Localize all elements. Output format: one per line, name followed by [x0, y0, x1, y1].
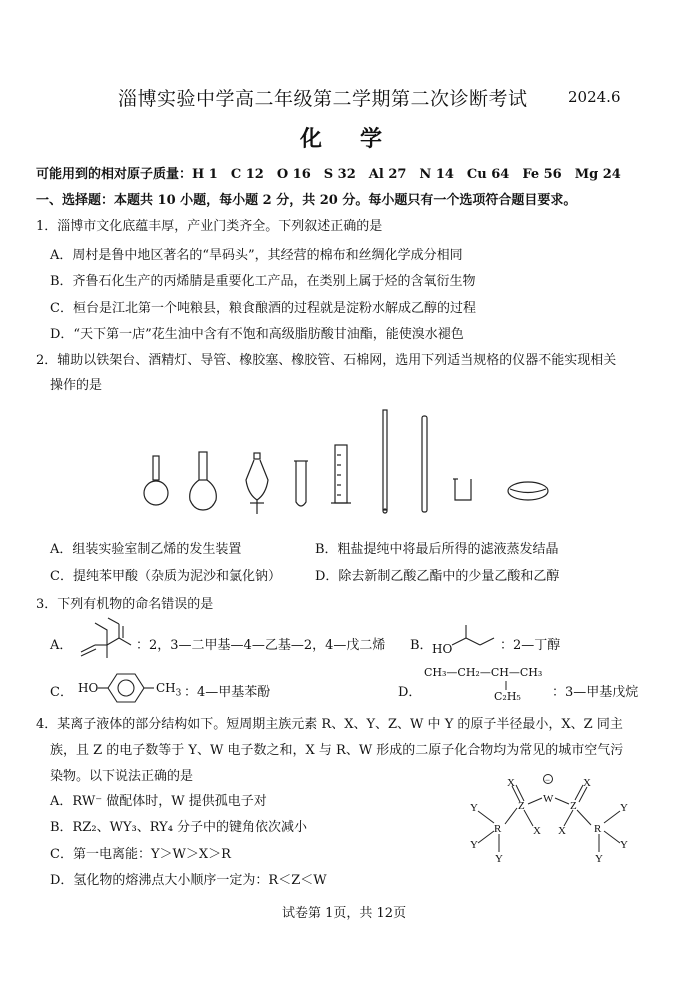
struct-y-4: Y: [620, 802, 628, 814]
q3-c-methyl-ch: CH: [156, 681, 176, 695]
q3-stem: 3．下列有机物的命名错误的是: [36, 597, 214, 612]
q3-option-b-name: ：2—丁醇: [500, 638, 561, 653]
q4-option-b: B．RZ₂、WY₃、RY₄ 分子中的键角依次减小: [50, 820, 308, 835]
q2-stem-line2: 操作的是: [50, 378, 103, 393]
q2-stem-line1: 2．辅助以铁架台、酒精灯、导管、橡胶塞、橡胶管、石棉网，选用下列适当规格的仪器不能实现相关: [36, 353, 617, 368]
q4-option-c: C．第一电离能：Y＞W＞X＞R: [50, 847, 231, 862]
q2-option-c: C．提纯苯甲酸（杂质为泥沙和氯化钠）: [50, 569, 281, 584]
subject-title: 化学: [300, 126, 421, 152]
q4-stem-line1: 4．某离子液体的部分结构如下。短周期主族元素 R、X、Y、Z、W 中 Y 的原子半径最小，X、Z 同主: [36, 717, 623, 732]
q3-c-methyl-sub: 3: [175, 688, 182, 699]
section-heading: 一、选择题：本题共 10 小题，每小题 2 分，共 20 分。每小题只有一个选项符合题目要求。: [36, 193, 577, 208]
struct-y-2: Y: [470, 839, 478, 851]
exam-title: 淄博实验中学高二年级第二学期第二次诊断考试: [118, 88, 528, 110]
struct-x-3: X: [583, 777, 591, 789]
q4-stem-line2: 族，且 Z 的电子数等于 Y、W 电子数之和，X 与 R、W 形成的二原子化合物均为常见的城市空气污: [50, 743, 624, 758]
q2-option-a: A．组装实验室制乙烯的发生装置: [50, 542, 242, 557]
q3-option-d-label: D．: [398, 685, 422, 700]
q1-option-c: C．桓台是江北第一个吨粮县，粮食酿酒的过程就是淀粉水解成乙醇的过程: [50, 301, 476, 316]
q2-option-d: D．除去新制乙酸乙酯中的少量乙酸和乙醇: [315, 569, 560, 584]
struct-y-6: Y: [595, 853, 603, 865]
q4-stem-line3: 染物。以下说法正确的是: [50, 769, 194, 784]
q2-option-b: B．粗盐提纯中将最后所得的滤液蒸发结晶: [315, 542, 559, 557]
q3-d-branch: C₂H₅: [494, 690, 521, 703]
exam-date: 2024.6: [568, 88, 621, 106]
q1-option-a: A．周村是鲁中地区著名的“旱码头”，其经营的棉布和丝绸化学成分相同: [50, 248, 463, 263]
struct-z-right: Z: [570, 800, 577, 812]
struct-w: W: [543, 793, 554, 805]
q3-option-c-label: C．: [50, 685, 73, 700]
q1-option-d: D．“天下第一店”花生油中含有不饱和高级脂肪酸甘油酯，能使溴水褪色: [50, 327, 464, 342]
struct-z-left: Z: [518, 800, 525, 812]
q3-option-a-name: ：2，3—二甲基—4—乙基—2，4—戊二烯: [136, 638, 386, 653]
struct-r-right: R: [594, 823, 602, 835]
q3-option-b-label: B．: [410, 638, 433, 653]
struct-x-4: X: [558, 825, 566, 837]
q3-d-main-chain: CH₃—CH₂—CH—CH₃: [424, 666, 543, 679]
atomic-masses: 可能用到的相对原子质量：H 1 C 12 O 16 S 32 Al 27 N 14 Cu 64 Fe 56 Mg 24: [36, 167, 621, 182]
q3-option-c-name: ：4—甲基苯酚: [184, 685, 271, 700]
q4-option-d: D．氢化物的熔沸点大小顺序一定为：R＜Z＜W: [50, 873, 327, 888]
struct-y-1: Y: [470, 802, 478, 814]
struct-x-2: X: [533, 825, 541, 837]
struct-charge: −: [545, 775, 551, 785]
struct-y-5: Y: [620, 839, 628, 851]
page-footer: 试卷第 1页，共 12页: [282, 906, 407, 921]
q3-option-a-label: A．: [50, 638, 73, 653]
struct-y-3: Y: [495, 853, 503, 865]
struct-x-1: X: [507, 777, 515, 789]
q3-option-d-name: ：3—甲基戊烷: [552, 685, 639, 700]
q1-option-b: B．齐鲁石化生产的丙烯腈是重要化工产品，在类别上属于烃的含氧衍生物: [50, 274, 476, 289]
q1-stem: 1．淄博市文化底蕴丰厚，产业门类齐全。下列叙述正确的是: [36, 219, 383, 234]
q3-c-hydroxyl: HO: [78, 681, 99, 695]
q3-b-hydroxyl: HO: [432, 642, 453, 656]
struct-r-left: R: [494, 823, 502, 835]
q4-option-a: A．RW⁻ 做配体时，W 提供孤电子对: [50, 794, 267, 809]
